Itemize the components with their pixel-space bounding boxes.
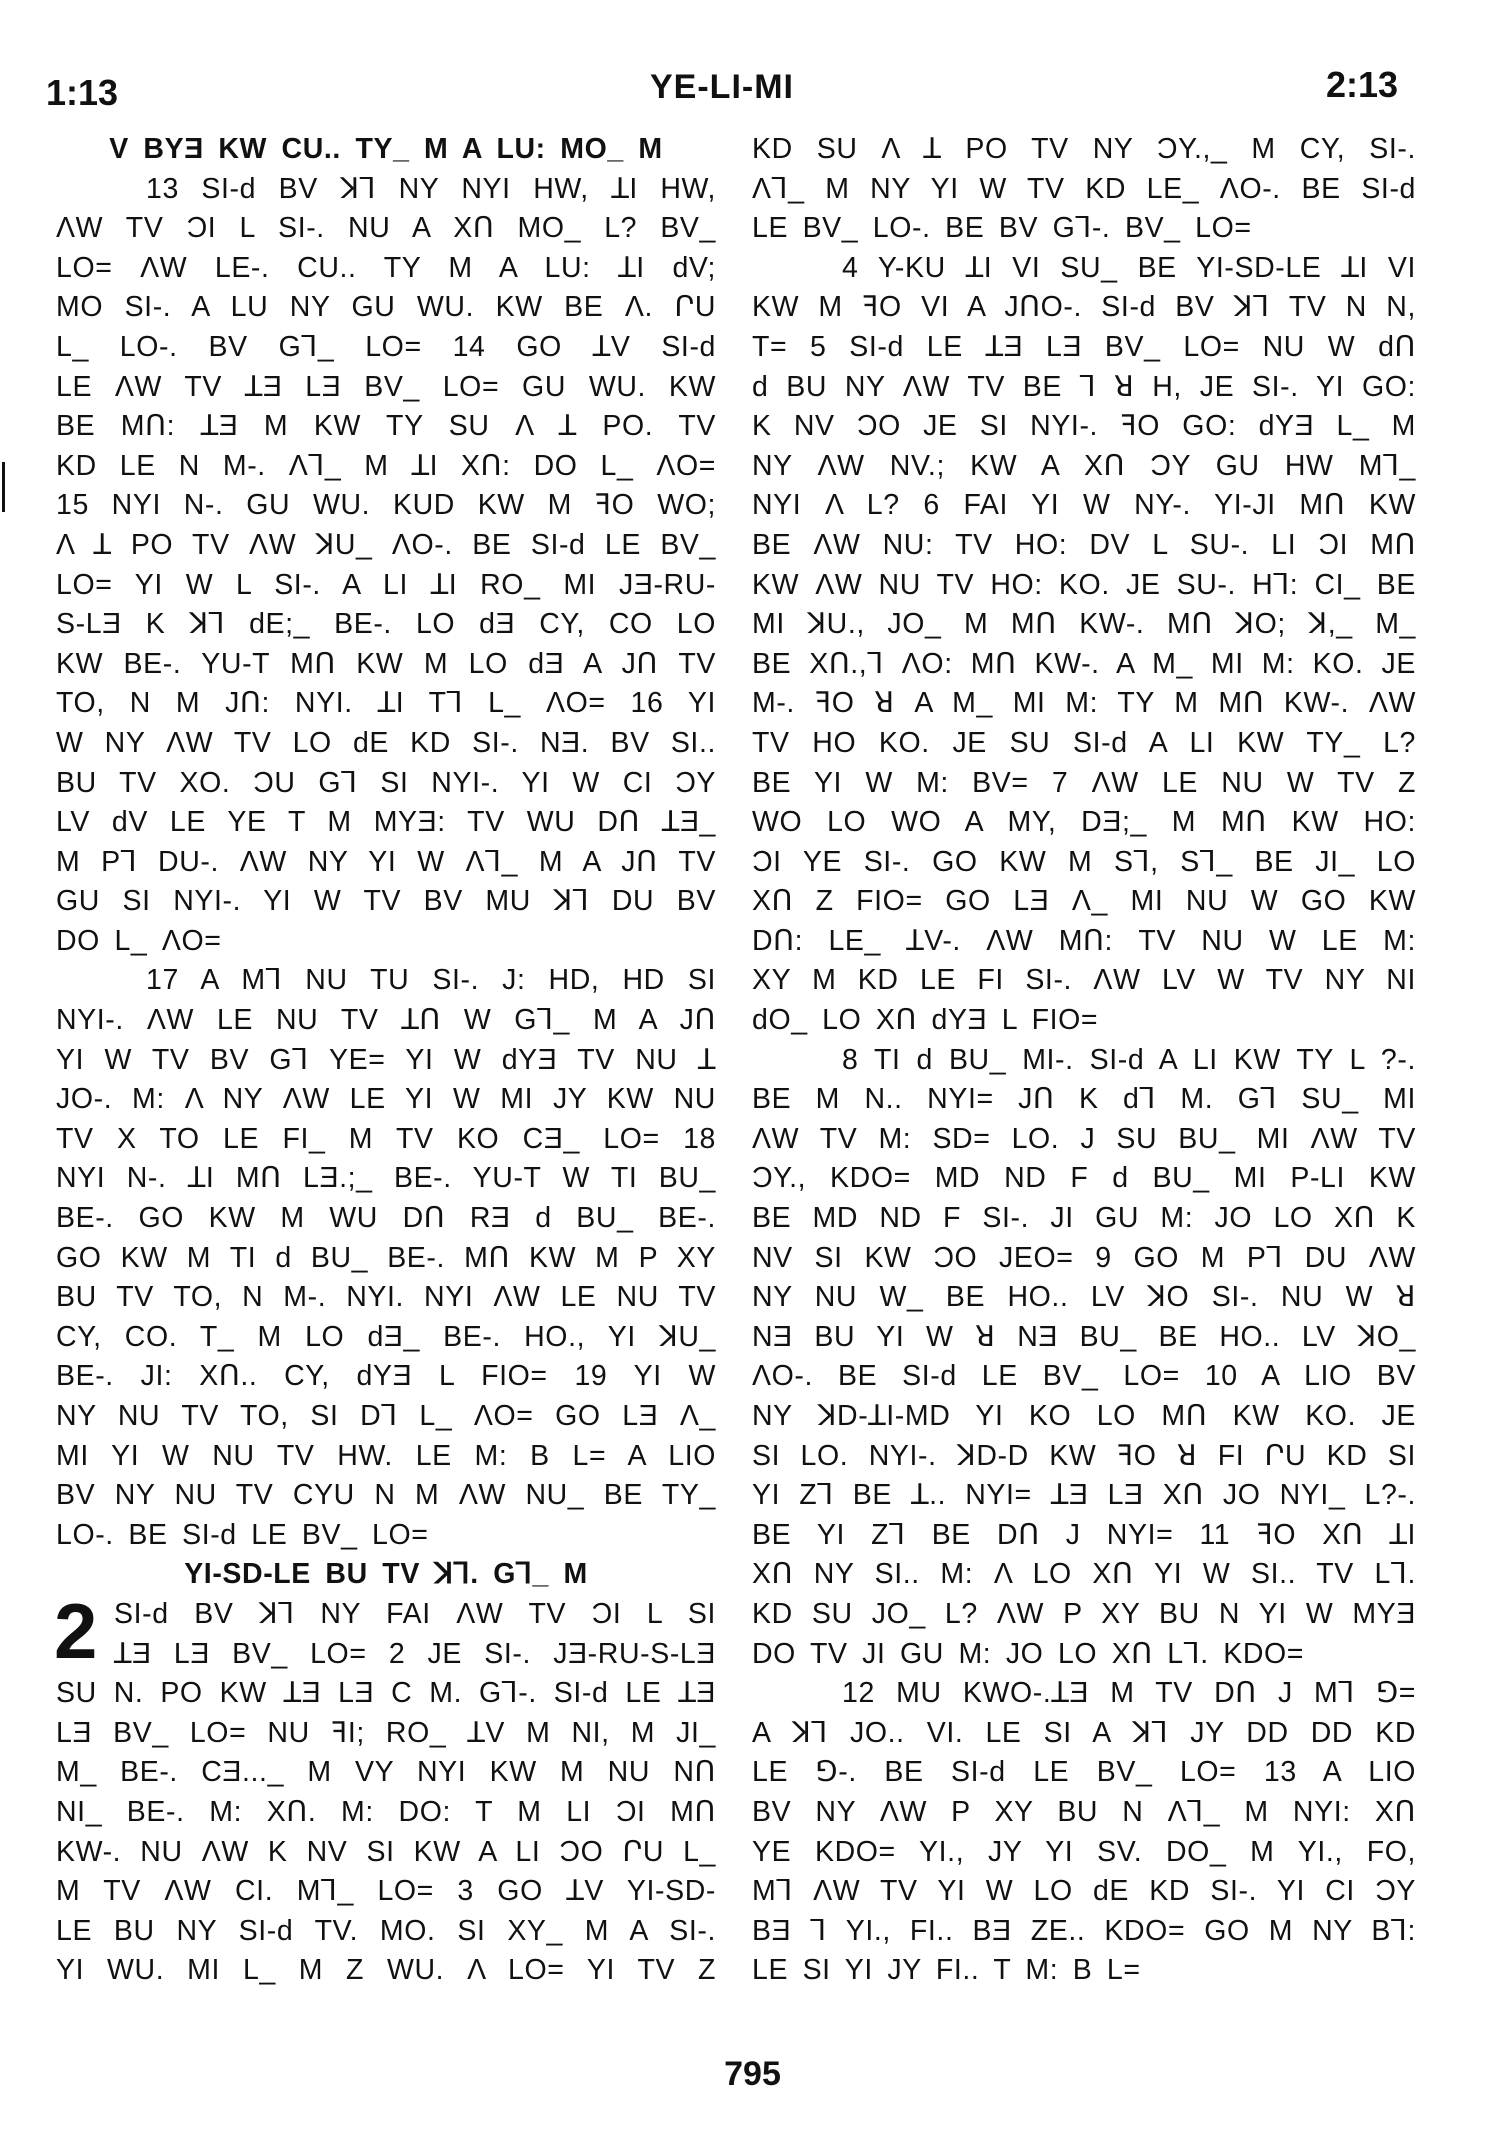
- text-line: XՈ Z FIO= GO LƎ Λ_ MI NU W GO KW: [752, 885, 1416, 918]
- text-line: BE MD ND F SI-. JI GU M: JO LO XՈ K: [752, 1202, 1416, 1235]
- text-line: ΛO-. BE SI-d LE BV_ LO= 10 A LIO BV: [752, 1360, 1416, 1393]
- text-line: TV HO KO. JE SU SI-d A LI KW TY_ L?: [752, 726, 1416, 759]
- text-line: LO-. BE SI-d LE BV_ LO=: [56, 1518, 429, 1551]
- text-line: NY ΛW NV.; KW A XՈ ƆY GU HW Mꓶ_: [752, 449, 1416, 482]
- text-line: XY M KD LE FI SI-. ΛW LV W TV NY NI: [752, 964, 1416, 997]
- page-header: [46, 62, 1398, 112]
- text-line: LV dV LE YE T M MYƎ: TV WU DՈ ꓕƎ_: [56, 806, 716, 839]
- text-line: BE M N.. NYI= JՈ K dꓶ M. Gꓶ SU_ MI: [752, 1083, 1416, 1116]
- text-line: T= 5 SI-d LE ꓕƎ LƎ BV_ LO= NU W dՈ: [752, 330, 1416, 363]
- text-line: 12 MU KWO-.ꓕƎ M TV DՈ J Mꓶ ⅁=: [842, 1677, 1416, 1710]
- text-line: NYI N-. ꓕI MՈ LƎ.;_ BE-. YU-T W TI BU_: [56, 1162, 716, 1195]
- text-line: MO SI-. A LU NY GU WU. KW BE Λ. ՐU: [56, 291, 716, 324]
- text-line: YE KDO= YI., JY YI SV. DO_ M YI., FO,: [752, 1835, 1416, 1868]
- text-line: BE YI Zꓶ BE DՈ J NYI= 11 ꟻO XՈ ꓕI: [752, 1518, 1416, 1551]
- text-line: BƎ ꓶ YI., FI.. BƎ ZE.. KDO= GO M NY Bꓶ:: [752, 1914, 1416, 1947]
- text-line: ꓕƎ LƎ BV_ LO= 2 JE SI-. JƎ-RU-S-LƎ: [114, 1637, 716, 1670]
- text-line: BE XՈ.,ꓶ ΛO: MՈ KW-. A M_ MI M: KO. JE: [752, 647, 1416, 680]
- text-line: NV SI KW ƆO JEO= 9 GO M Pꓶ DU ΛW: [752, 1241, 1416, 1274]
- text-line: BE YI W M: BV= 7 ΛW LE NU W TV Z: [752, 766, 1416, 799]
- text-line: 8 TI d BU_ MI-. SI-d A LI KW TY L ?-.: [842, 1043, 1416, 1076]
- text-line: NYI Λ L? 6 FAI YI W NY-. YI-JI MՈ KW: [752, 489, 1416, 522]
- text-line: LO= YI W L SI-. A LI ꓕI RO_ MI JƎ-RU-: [56, 568, 716, 601]
- text-line: XՈ NY SI.. M: Λ LO XՈ YI W SI.. TV Lꓶ.: [752, 1558, 1416, 1591]
- text-line: KW BE-. YU-T MՈ KW M LO dƎ A JՈ TV: [56, 647, 716, 680]
- section-heading: V BYƎ KW CU.. TY_ M A LU: MO_ M: [109, 133, 663, 165]
- text-line: KD SU Λ ꓕ PO TV NY ƆY.,_ M CY, SI-.: [752, 133, 1416, 165]
- text-line: SI-d BV ꓘꓶ NY FAI ΛW TV ƆI L SI: [114, 1597, 716, 1630]
- text-line: KD SU JO_ L? ΛW P XY BU N YI W MYƎ: [752, 1597, 1416, 1630]
- page-number: 795: [724, 2055, 781, 2093]
- text-line: SI LO. NYI-. ꓘD-D KW ꟻO ꓤ FI ՐU KD SI: [752, 1439, 1416, 1472]
- text-line: BU TV XO. ƆU Gꓶ SI NYI-. YI W CI ƆY: [56, 766, 716, 799]
- text-line: 15 NYI N-. GU WU. KUD KW M ꟻO WO;: [56, 489, 716, 522]
- text-line: SU N. PO KW ꓕƎ LƎ C M. Gꓶ-. SI-d LE ꓕƎ: [56, 1677, 716, 1710]
- text-line: CY, CO. T_ M LO dƎ_ BE-. HO., YI ꓘU_: [56, 1320, 716, 1353]
- text-line: 13 SI-d BV ꓘꓶ NY NYI HW, ꓕI HW,: [146, 172, 716, 205]
- text-line: L_ LO-. BV Gꓶ_ LO= 14 GO ꓕV SI-d: [56, 330, 716, 363]
- text-line: NY NU TV TO, SI Dꓶ L_ ΛO= GO LƎ Λ_: [56, 1400, 716, 1432]
- text-line: NY NU W_ BE HO.. LV ꓘO SI-. NU W ꓤ: [752, 1281, 1416, 1314]
- text-line: M TV ΛW CI. Mꓶ_ LO= 3 GO ꓕV YI-SD-: [56, 1875, 716, 1908]
- text-line: NY ꓘD-ꓕI-MD YI KO LO MՈ KW KO. JE: [752, 1400, 1416, 1432]
- text-line: YI W TV BV Gꓶ YE= YI W dYƎ TV NU ꓕ: [56, 1043, 716, 1076]
- text-line: BE ΛW NU: TV HO: DV L SU-. LI ƆI MՈ: [752, 528, 1416, 561]
- text-line: TV X TO LE FI_ M TV KO CƎ_ LO= 18: [56, 1122, 716, 1155]
- header-right-ref: 2:13: [1325, 64, 1398, 105]
- text-line: Mꓶ ΛW TV YI W LO dE KD SI-. YI CI ƆY: [752, 1875, 1416, 1908]
- text-line: LE ⅁-. BE SI-d LE BV_ LO= 13 A LIO: [752, 1756, 1416, 1789]
- text-line: dO_ LO XՈ dYƎ L FIO=: [752, 1004, 1099, 1037]
- text-line: KD LE N M-. Λꓶ_ M ꓕI XՈ: DO L_ ΛO=: [56, 449, 716, 482]
- text-line: NƎ BU YI W ꓤ NƎ BU_ BE HO.. LV ꓘO_: [752, 1320, 1416, 1353]
- chapter-2-text: [56, 1595, 716, 1991]
- text-line: M_ BE-. CƎ..._ M VY NYI KW M NU NՈ: [56, 1756, 716, 1789]
- text-line: ΛW TV ƆI L SI-. NU A XՈ MO_ L? BV_: [56, 212, 716, 245]
- text-line: A ꓘꓶ JO.. VI. LE SI A ꓘꓶ JY DD DD KD: [752, 1716, 1416, 1749]
- text-line: M Pꓶ DU-. ΛW NY YI W Λꓶ_ M A JՈ TV: [56, 845, 716, 878]
- text-line: LE SI YI JY FI.. T M: B L=: [752, 1954, 1141, 1987]
- text-line: BE-. GO KW M WU DՈ RƎ d BU_ BE-.: [56, 1202, 716, 1235]
- text-line: DO L_ ΛO=: [56, 924, 222, 957]
- section-heading-2: YI-SD-LE BU TV ꓘꓶ. Gꓶ_ M: [184, 1558, 588, 1591]
- text-line: 17 A Mꓶ NU TU SI-. J: HD, HD SI: [146, 964, 716, 997]
- text-line: NI_ BE-. M: XՈ. M: DO: T M LI ƆI MՈ: [56, 1795, 716, 1828]
- text-line: JO-. M: Λ NY ΛW LE YI W MI JY KW NU: [56, 1083, 716, 1116]
- text-line: BV NY ΛW P XY BU N Λꓶ_ M NYI: XՈ: [752, 1795, 1416, 1828]
- text-line: DՈ: LE_ ꓕV-. ΛW MՈ: TV NU W LE M:: [752, 924, 1416, 957]
- text-line: BE MՈ: ꓕƎ M KW TY SU Λ ꓕ PO. TV: [56, 410, 716, 443]
- text-line: Λ ꓕ PO TV ΛW ꓘU_ ΛO-. BE SI-d LE BV_: [56, 528, 716, 561]
- text-line: YI Zꓶ BE ꓕ.. NYI= ꓕƎ LƎ XՈ JO NYI_ L?-.: [752, 1479, 1416, 1512]
- text-line: GU SI NYI-. YI W TV BV MU ꓘꓶ DU BV: [56, 885, 716, 918]
- header-book-title: YE-LI-MI: [650, 68, 794, 106]
- text-line: LƎ BV_ LO= NU ꟻI; RO_ ꓕV M NI, M JI_: [56, 1716, 716, 1749]
- right-column: [752, 130, 1416, 1991]
- text-line: d BU NY ΛW TV BE ꓶ ꓤ H, JE SI-. YI GO:: [752, 370, 1416, 403]
- text-line: Λꓶ_ M NY YI W TV KD LE_ ΛO-. BE SI-d: [752, 172, 1416, 205]
- margin-mark: [2, 462, 5, 512]
- text-line: BU TV TO, N M-. NYI. NYI ΛW LE NU TV: [56, 1281, 716, 1314]
- text-line: KW ΛW NU TV HO: KO. JE SU-. Hꓶ: CI_ BE: [752, 568, 1416, 601]
- text-line: DO TV JI GU M: JO LO XՈ Lꓶ. KDO=: [752, 1637, 1305, 1670]
- chapter-number: 2: [54, 1586, 98, 1675]
- text-line: BV NY NU TV CYU N M ΛW NU_ BE TY_: [56, 1479, 716, 1512]
- text-line: KW-. NU ΛW K NV SI KW A LI ƆO ՐU L_: [56, 1835, 716, 1868]
- text-line: ΛW TV M: SD= LO. J SU BU_ MI ΛW TV: [752, 1122, 1416, 1155]
- text-line: MI ꓘU., JO_ M MՈ KW-. MՈ ꓘO; ꓘ,_ M_: [752, 608, 1416, 641]
- text-line: YI WU. MI L_ M Z WU. Λ LO= YI TV Z: [56, 1954, 716, 1987]
- text-line: LO= ΛW LE-. CU.. TY M A LU: ꓕI dV;: [56, 251, 716, 284]
- text-line: K NV ƆO JE SI NYI-. ꟻO GO: dYƎ L_ M: [752, 410, 1416, 443]
- left-column: [56, 130, 716, 1991]
- text-line: LE BV_ LO-. BE BV Gꓶ-. BV_ LO=: [752, 212, 1252, 245]
- text-line: ƆI YE SI-. GO KW M Sꓶ, Sꓶ_ BE JI_ LO: [752, 845, 1416, 878]
- left-column-text: [56, 170, 716, 1556]
- text-line: LE BU NY SI-d TV. MO. SI XY_ M A SI-.: [56, 1914, 716, 1947]
- text-line: W NY ΛW TV LO dE KD SI-. NƎ. BV SI..: [56, 726, 716, 759]
- right-column-text: [752, 130, 1416, 1991]
- text-line: ƆY., KDO= MD ND F d BU_ MI P-LI KW: [752, 1162, 1416, 1195]
- text-line: MI YI W NU TV HW. LE M: B L= A LIO: [56, 1439, 716, 1472]
- text-line: BE-. JI: XՈ.. CY, dYƎ L FIO= 19 YI W: [56, 1360, 716, 1393]
- text-line: LE ΛW TV ꓕƎ LƎ BV_ LO= GU WU. KW: [56, 370, 716, 403]
- text-line: S-LƎ K ꓘꓶ dE;_ BE-. LO dƎ CY, CO LO: [56, 608, 716, 641]
- text-line: KW M ꟻO VI A JՈO-. SI-d BV ꓘꓶ TV N N,: [752, 291, 1416, 324]
- text-line: NYI-. ΛW LE NU TV ꓕՈ W Gꓶ_ M A JՈ: [56, 1004, 716, 1037]
- header-left-ref: 1:13: [46, 72, 119, 113]
- text-line: M-. ꟻO ꓤ A M_ MI M: TY M MՈ KW-. ΛW: [752, 687, 1416, 720]
- text-line: 4 Y-KU ꓕI VI SU_ BE YI-SD-LE ꓕI VI: [842, 251, 1416, 284]
- text-line: TO, N M JՈ: NYI. ꓕI Tꓶ L_ ΛO= 16 YI: [56, 687, 716, 720]
- chapter-2-block: [54, 1586, 716, 1991]
- text-line: WO LO WO A MY, DƎ;_ M MՈ KW HO:: [752, 806, 1416, 839]
- text-line: GO KW M TI d BU_ BE-. MՈ KW M P XY: [56, 1241, 716, 1274]
